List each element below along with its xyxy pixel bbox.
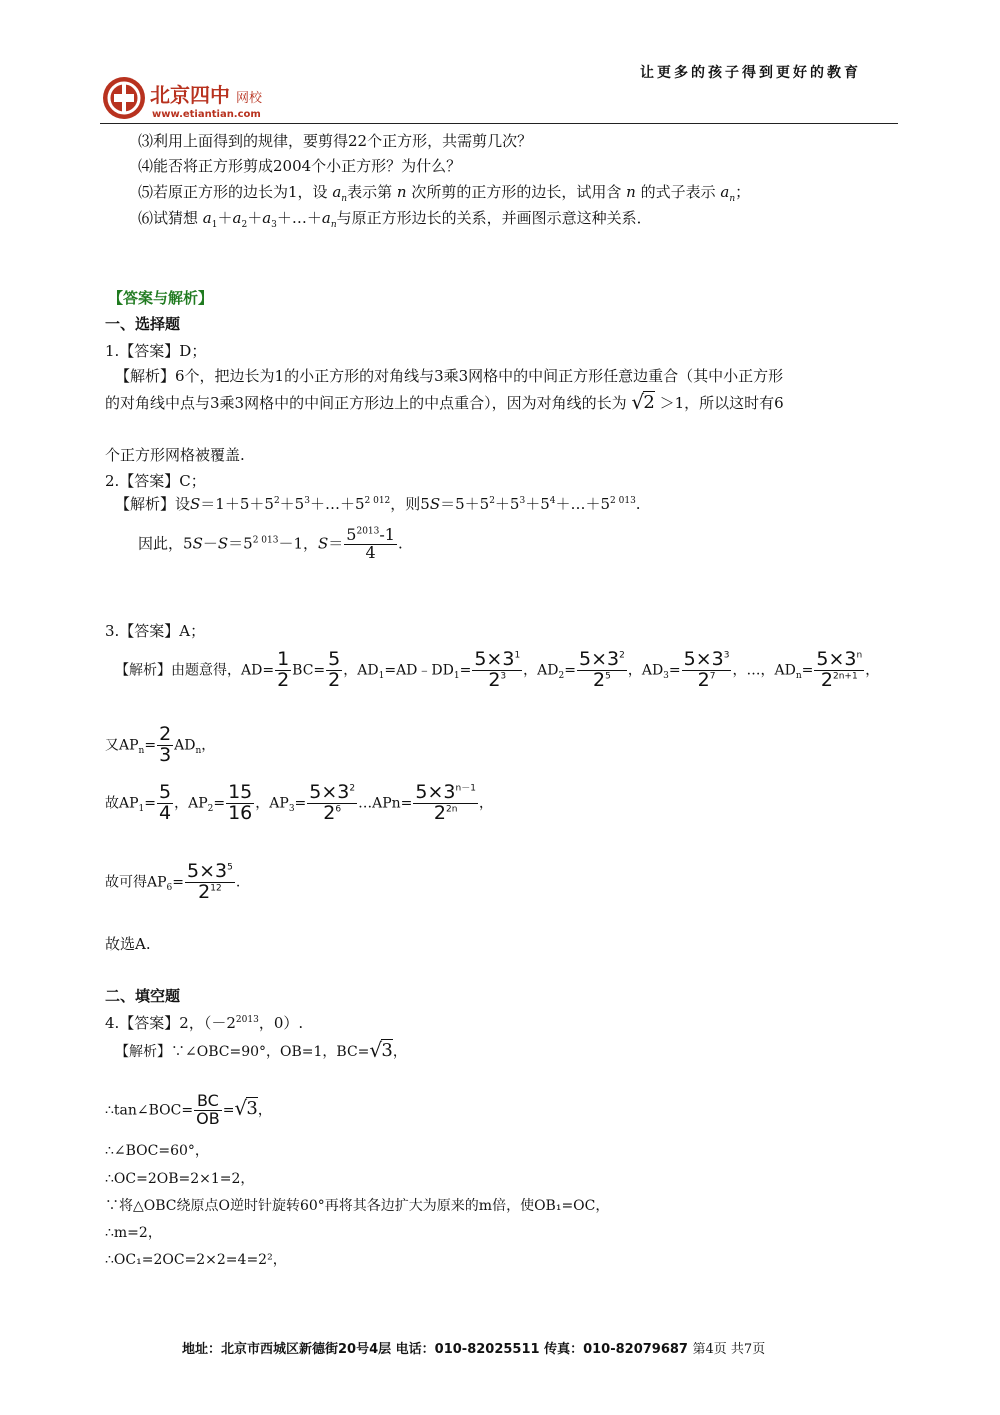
answer-1-explanation-line2: 的对角线中点与3乘3网格中的中间正方形边上的中点重合），因为对角线的长为 √ 2 ＞1，所以这时有6 (105, 392, 784, 413)
answer-4-line3: ∴∠BOC=60°， (105, 1143, 209, 1159)
answer-3-ap-values: 故$AP_1=$ $\frac{5}{4}$ ，$AP_2=$ $\frac{15}{16}$ ，$AP_3=$ $\frac{5\times 3^2}{2^6}$ …APn= $\frac{5\times 3^{n-1}}{2^{2n}}$ ， (105, 781, 493, 824)
svg-text:www.etiantian.com: www.etiantian.com (152, 109, 261, 120)
header-divider (100, 123, 898, 124)
answer-3-explanation: 【解析】由题意得，AD= $\frac{1}{2}$ BC= $\frac{5}{2}$ ，$AD_1=AD﹣DD_1=$ $\frac{5\times 3^1}{2^3}$ ，$AD_2=$ $\frac{5\times 3^2}{2^5}$ ，$AD_3=$ $\frac{5\times 3^3}{2^7}$ ，…，$AD_n=$ $\frac{5\times 3^n}{2^{2n+1}}$ ， (115, 648, 880, 691)
slogan: 让更多的孩子得到更好的教育 (640, 65, 861, 81)
answer-2: 2.【答案】C； (105, 472, 206, 490)
footer (182, 1338, 765, 1357)
school-logo (100, 72, 275, 124)
answer-2-result: 因此，$5S-S=5^{2 013}-1$，S＝ $\frac{5^{2013}-1}{4}$ . (138, 525, 403, 562)
answer-4-line5: ∵将△OBC绕原点O逆时针旋转60°再将其各边扩大为原来的m倍，使OB₁=OC， (105, 1198, 610, 1214)
answer-3: 3.【答案】A； (105, 622, 206, 640)
svg-text:网校: 网校 (236, 91, 263, 106)
answer-4-tan: ∴tan∠BOC= $\frac{BC}{OB}$ =√ 3， (105, 1093, 272, 1128)
answer-4-line6: ∴m=2， (105, 1225, 162, 1241)
answer-4-line7: ∴OC₁=2OC=2×2=4=2²， (105, 1252, 287, 1268)
section-fill-blank: 二、填空题 (105, 987, 181, 1005)
answer-1: 1.【答案】D； (105, 342, 207, 360)
answers-heading: 【答案与解析】 (108, 289, 214, 307)
answer-4: 4.【答案】2，（$-2^{2013}$，0）. (105, 1014, 304, 1032)
answer-3-apn: 又$AP_n=$ $\frac{2}{3}$ $AD_n$， (105, 723, 216, 766)
answer-2-explanation: 【解析】设$S=1+5+5^2+5^3+\dots+5^{2 012}$，则$5S=5+5^2+5^3+5^4+\dots+5^{2 013}$. (115, 495, 641, 513)
answer-1-explanation-line3: 个正方形网格被覆盖. (105, 446, 245, 464)
svg-text:北京四中: 北京四中 (150, 83, 230, 107)
section-choice: 一、选择题 (105, 315, 181, 333)
footer-address: 地址：北京市西城区新德街20号4层 电话：010-82025511 传真：010-82079687 (182, 1342, 688, 1357)
question-3: ⑶利用上面得到的规律，要剪得22个正方形，共需剪几次？ (138, 132, 533, 150)
answer-4-explanation: 【解析】∵∠OBC=90°，OB=1，BC=√ 3， (115, 1040, 407, 1061)
answer-4-line4: ∴OC=2OB=2×1=2， (105, 1171, 255, 1187)
answer-3-choice: 故选A. (105, 935, 151, 953)
answer-1-explanation-line1: 【解析】6个，把边长为1的小正方形的对角线与3乘3网格中的中间正方形任意边重合（其中小正方形 (115, 367, 784, 385)
question-4: ⑷能否将正方形剪成2004个小正方形？为什么？ (138, 157, 462, 175)
question-5: ⑸若原正方形的边长为1，设 $a_n$表示第 n 次所剪的正方形的边长，试用含 n 的式子表示 $a_n$； (138, 183, 751, 204)
answer-3-ap6: 故可得$AP_6=$ $\frac{5\times 3^5}{2^{12}}$ . (105, 860, 241, 903)
page-number: 第4页 共7页 (692, 1342, 766, 1357)
question-6: ⑹试猜想 $a_1+a_2+a_3+\dots+a_n$与原正方形边长的关系，并画图示意这种关系． (138, 209, 652, 230)
